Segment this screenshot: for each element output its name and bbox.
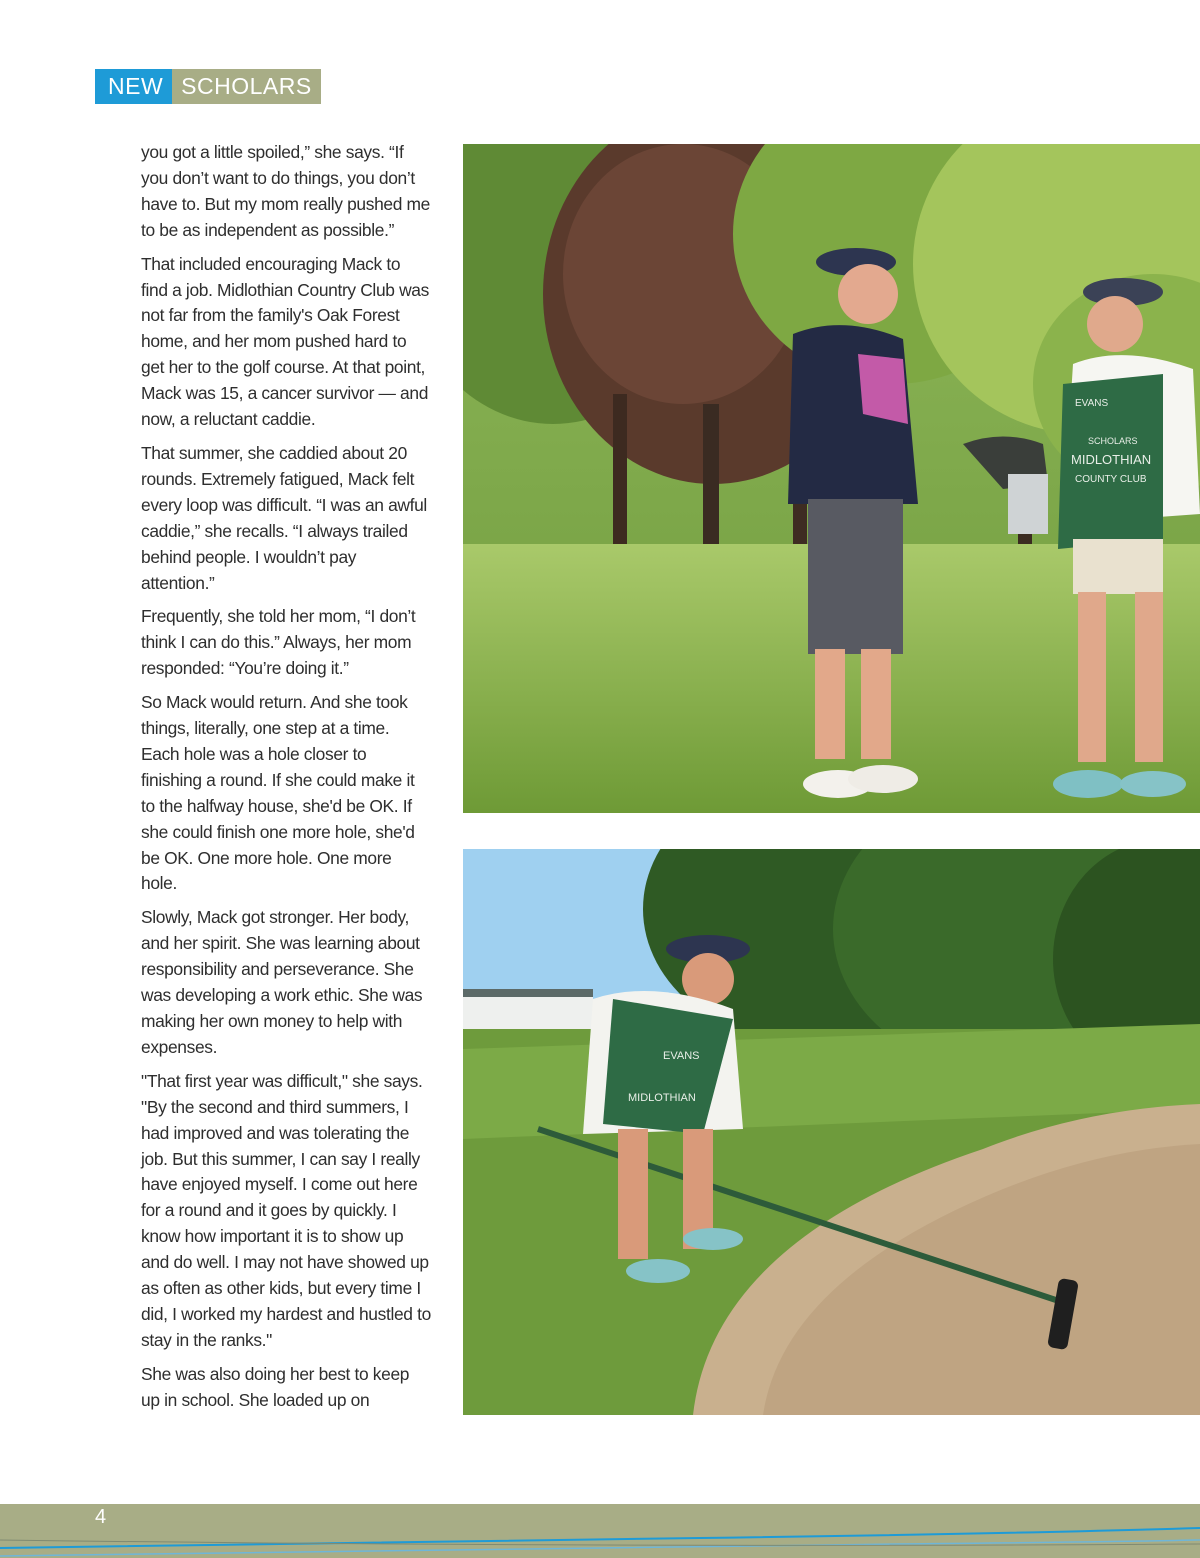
article-paragraph: She was also doing her best to keep up in school. She loaded up on [141, 1363, 410, 1410]
caddie-bib-text: MIDLOTHIAN [1071, 452, 1152, 467]
article-paragraph: Slowly, Mack got stronger. Her body, and her spirit. She was learning about responsibility and perseverance. She was developing a work ethic. She was making her own money to help with expenses. [141, 907, 423, 1057]
photo-caddie-raking-bunker [463, 849, 1200, 1415]
raking-caddie-bib-text: MIDLOTHIAN [628, 1092, 696, 1104]
caddie-bib-text: SCHOLARS [1088, 436, 1138, 446]
article-paragraph: Frequently, she told her mom, “I don’t think I can do this.” Always, her mom responded: “You’re doing it.” [141, 606, 416, 679]
caddie-bib-text: EVANS [1075, 398, 1109, 409]
section-tag-new: NEW [95, 69, 172, 104]
article-body [141, 140, 431, 1422]
raking-caddie-bib-text: EVANS [663, 1050, 700, 1062]
footer-band [0, 1504, 1200, 1558]
section-tag-scholars: SCHOLARS [172, 69, 321, 104]
caddie-bib-text: COUNTY CLUB [1075, 474, 1147, 485]
article-paragraph: That included encouraging Mack to find a job. Midlothian Country Club was not far from the family's Oak Forest home, and her mom pushed hard to get her to the golf course. At that point, Mack was 15, a cancer survivor — and now, a reluctant caddie. [141, 253, 429, 430]
page-number: 4 [95, 1506, 107, 1528]
article-paragraph: you got a little spoiled,” she says. “If you don’t want to do things, you don’t have to. But my mom really pushed me to be as independent as possible.” [141, 142, 430, 240]
section-tag [95, 69, 321, 104]
article-paragraph: So Mack would return. And she took things, literally, one step at a time. Each hole was a hole closer to finishing a round. If she could make it to the halfway house, she'd be OK. If she could finish one more hole, she'd be OK. One more hole. One more hole. [141, 692, 415, 894]
article-paragraph: "That first year was difficult," she says. "By the second and third summers, I had improved and was tolerating the job. But this summer, I can say I really have enjoyed myself. I come out here for a round and it goes by quickly. I know how important it is to show up and do well. I may not have showed up as often as other kids, but every time I did, I worked my hardest and hustled to stay in the ranks." [141, 1070, 431, 1350]
article-paragraph: That summer, she caddied about 20 rounds. Extremely fatigued, Mack felt every loop was difficult. “I was an awful caddie,” she recalls. “I always trailed behind people. I wouldn’t pay attention.” [141, 442, 427, 593]
photo-golfer-and-caddie [463, 144, 1200, 813]
